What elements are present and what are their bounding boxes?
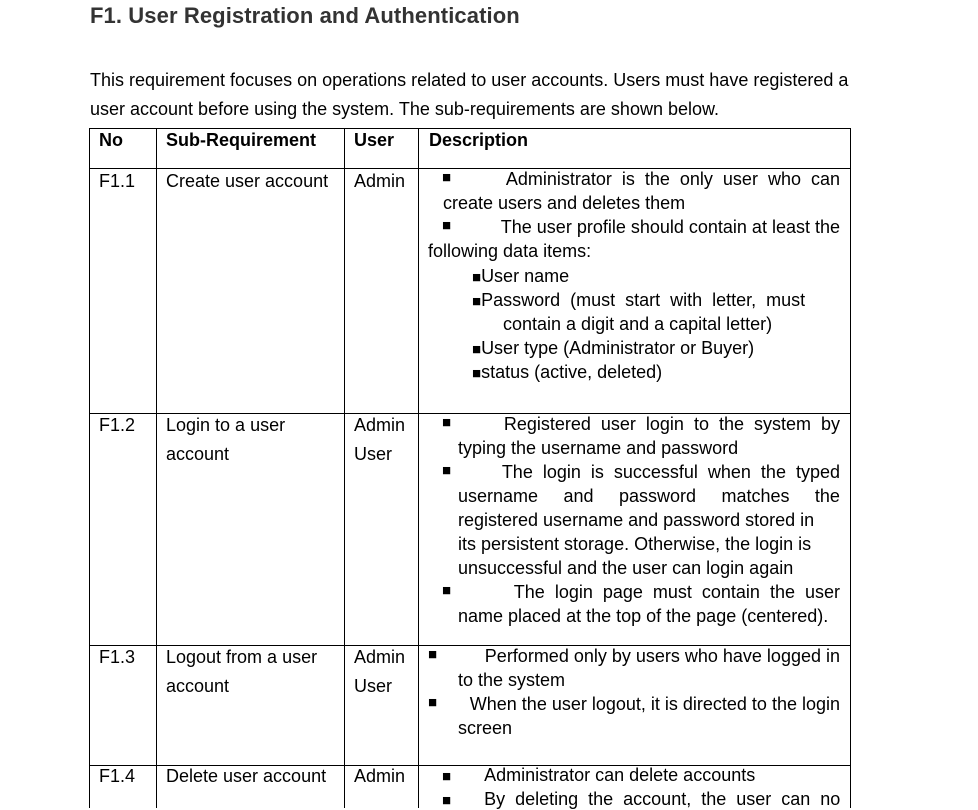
bullet-icon: ■ (472, 365, 482, 382)
description-text: name placed at the top of the page (centered). (458, 606, 829, 626)
intro-paragraph (90, 66, 880, 124)
row-sub-requirement: Delete user account (166, 766, 327, 786)
row-sub-requirement: account (166, 444, 230, 464)
sub-item-text: User type (Administrator or Buyer) (481, 338, 755, 358)
row-user: User (354, 676, 393, 696)
row-user: Admin (354, 171, 406, 191)
sub-item-text: User name (481, 266, 570, 286)
bullet-icon: ■ (442, 169, 452, 186)
header-user: User (354, 130, 395, 150)
row-description (428, 646, 840, 761)
table-border (89, 128, 90, 808)
description-text: its persistent storage. Otherwise, the login is (458, 534, 812, 554)
table-border (418, 128, 419, 808)
description-line (442, 789, 840, 810)
table-border (156, 128, 157, 808)
description-line (442, 582, 840, 603)
row-user: Admin (354, 647, 406, 667)
bullet-icon: ■ (472, 341, 482, 358)
row-sub-requirement: Login to a user (166, 415, 286, 435)
bullet-icon: ■ (442, 414, 452, 431)
row-user: User (354, 444, 393, 464)
description-text: create users and deletes them (443, 193, 686, 213)
description-line (442, 462, 840, 483)
description-text: screen (458, 718, 513, 738)
sub-item: ■Password (must start with letter, must (472, 290, 806, 310)
bullet-icon: ■ (428, 694, 438, 711)
description-text: username and password matches the (458, 486, 840, 506)
intro-line: This requirement focuses on operations related to user accounts. Users must have registered a (90, 70, 849, 90)
description-text: The login page must contain the user (513, 582, 840, 602)
description-text: Administrator is the only user who can (505, 169, 840, 189)
description-text: registered username and password stored in (458, 510, 815, 530)
header-description: Description (429, 130, 529, 150)
row-no: F1.4 (99, 766, 136, 786)
description-text: When the user logout, it is directed to the login (469, 694, 840, 714)
row-no: F1.1 (99, 171, 136, 191)
table-border (344, 128, 345, 808)
row-description (428, 765, 841, 809)
row-sub-requirement: Logout from a user (166, 647, 318, 667)
description-line (428, 694, 840, 715)
requirements-table (89, 128, 851, 808)
bullet-icon: ■ (472, 269, 482, 286)
bullet-icon: ■ (428, 646, 438, 663)
section-heading: F1. User Registration and Authentication (90, 3, 520, 28)
row-description (428, 414, 840, 642)
row-sub-requirement: Create user account (166, 171, 329, 191)
description-text: to the system (458, 670, 566, 690)
description-text: By deleting the account, the user can no (484, 789, 841, 809)
intro-line: user account before using the system. The sub-requirements are shown below. (90, 99, 720, 119)
bullet-icon: ■ (442, 792, 452, 809)
row-user: Admin (354, 415, 406, 435)
bullet-icon: ■ (442, 582, 452, 599)
sub-item (472, 266, 569, 287)
row-description (428, 169, 840, 409)
row-user: Admin (354, 766, 406, 786)
description-line (442, 765, 755, 786)
description-text: unsuccessful and the user can login again (458, 558, 794, 578)
description-text: Performed only by users who have logged in (484, 646, 840, 666)
sub-item (472, 338, 754, 359)
row-no: F1.2 (99, 415, 136, 435)
bullet-icon: ■ (442, 217, 452, 234)
description-line (442, 169, 840, 190)
bullet-icon: ■ (442, 768, 452, 785)
description-line (442, 414, 840, 435)
description-text: The login is successful when the typed (501, 462, 840, 482)
header-no: No (99, 130, 123, 150)
row-no: F1.3 (99, 647, 136, 667)
sub-item-text: contain a digit and a capital letter) (503, 314, 773, 334)
description-text: following data items: (428, 241, 592, 261)
header-sub-requirement: Sub-Requirement (166, 130, 317, 150)
description-text: The user profile should contain at least the (500, 217, 840, 237)
sub-item (472, 362, 662, 383)
description-text: typing the username and password (458, 438, 739, 458)
bullet-icon: ■ (472, 293, 482, 310)
description-line (428, 646, 840, 667)
sub-item-text: status (active, deleted) (481, 362, 663, 382)
description-text: Administrator can delete accounts (484, 765, 756, 785)
description-line (442, 217, 840, 238)
bullet-icon: ■ (442, 462, 452, 479)
table-border (850, 128, 851, 808)
description-text: Registered user login to the system by (503, 414, 840, 434)
row-sub-requirement: account (166, 676, 230, 696)
